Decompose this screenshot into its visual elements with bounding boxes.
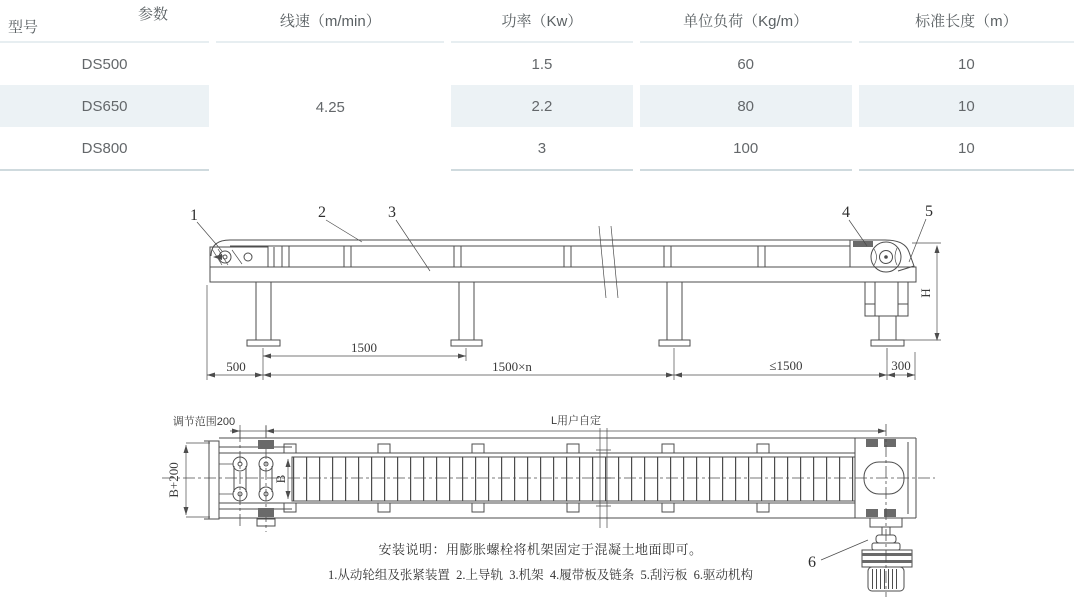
dim-pitch-n: 1500×n (492, 359, 532, 374)
install-note: 安装说明：用膨胀螺栓将机架固定于混凝土地面即可。 (378, 542, 703, 557)
side-part-label-5: 5 (925, 203, 933, 220)
side-view-drawing (190, 203, 941, 380)
corner-header-model: 型号 (8, 19, 39, 36)
cell-length: 10 (859, 85, 1074, 127)
dim-max-pitch: ≤1500 (769, 358, 803, 373)
dim-front-offset: 500 (226, 359, 246, 374)
table-header-row (0, 0, 1074, 43)
cell-power: 2.2 (451, 85, 632, 127)
dim-length-custom: L用户自定 (550, 415, 602, 427)
col-header-power: 功率（Kw） (451, 0, 632, 43)
corner-header-cell (0, 0, 209, 43)
table-row (0, 127, 1074, 171)
side-part-label-3: 3 (388, 204, 396, 221)
cell-load: 100 (640, 127, 852, 171)
cell-model: DS650 (0, 85, 209, 127)
cell-power: 1.5 (531, 55, 553, 73)
side-part-label-1: 1 (190, 207, 198, 224)
col-header-line-speed: 线速（m/min） (216, 0, 444, 43)
side-part-label-2: 2 (318, 204, 326, 221)
dim-height-h: H (918, 288, 933, 298)
cell-load: 80 (640, 85, 852, 127)
table-row (0, 43, 1074, 85)
cell-model: DS800 (0, 127, 209, 171)
table-row (0, 85, 1074, 127)
cell-length: 10 (859, 127, 1074, 171)
dim-tail-offset: 300 (891, 358, 911, 373)
cell-model: DS500 (81, 55, 128, 73)
spec-table (0, 0, 1081, 171)
cell-power: 3 (451, 127, 632, 171)
col-header-std-length: 标准长度（m） (859, 0, 1074, 43)
dim-adjust-range: 调节范围200 (172, 416, 236, 428)
col-header-unit-load: 单位负荷（Kg/m） (640, 0, 852, 43)
plan-part-label-6: 6 (808, 554, 816, 571)
dim-width-inner: B (273, 474, 288, 484)
parts-legend: 1.从动轮组及张紧装置 2.上导轨 3.机架 4.履带板及链条 5.刮污板 6.驱动机构 (327, 568, 753, 582)
cell-line-speed-shared: 4.25 (315, 98, 345, 116)
cell-load: 60 (737, 55, 754, 73)
cell-length: 10 (958, 55, 975, 73)
dim-pitch: 1500 (351, 340, 377, 355)
corner-header-param: 参数 (138, 6, 169, 23)
dim-width-outer: B+200 (166, 462, 181, 498)
side-part-label-4: 4 (842, 204, 850, 221)
